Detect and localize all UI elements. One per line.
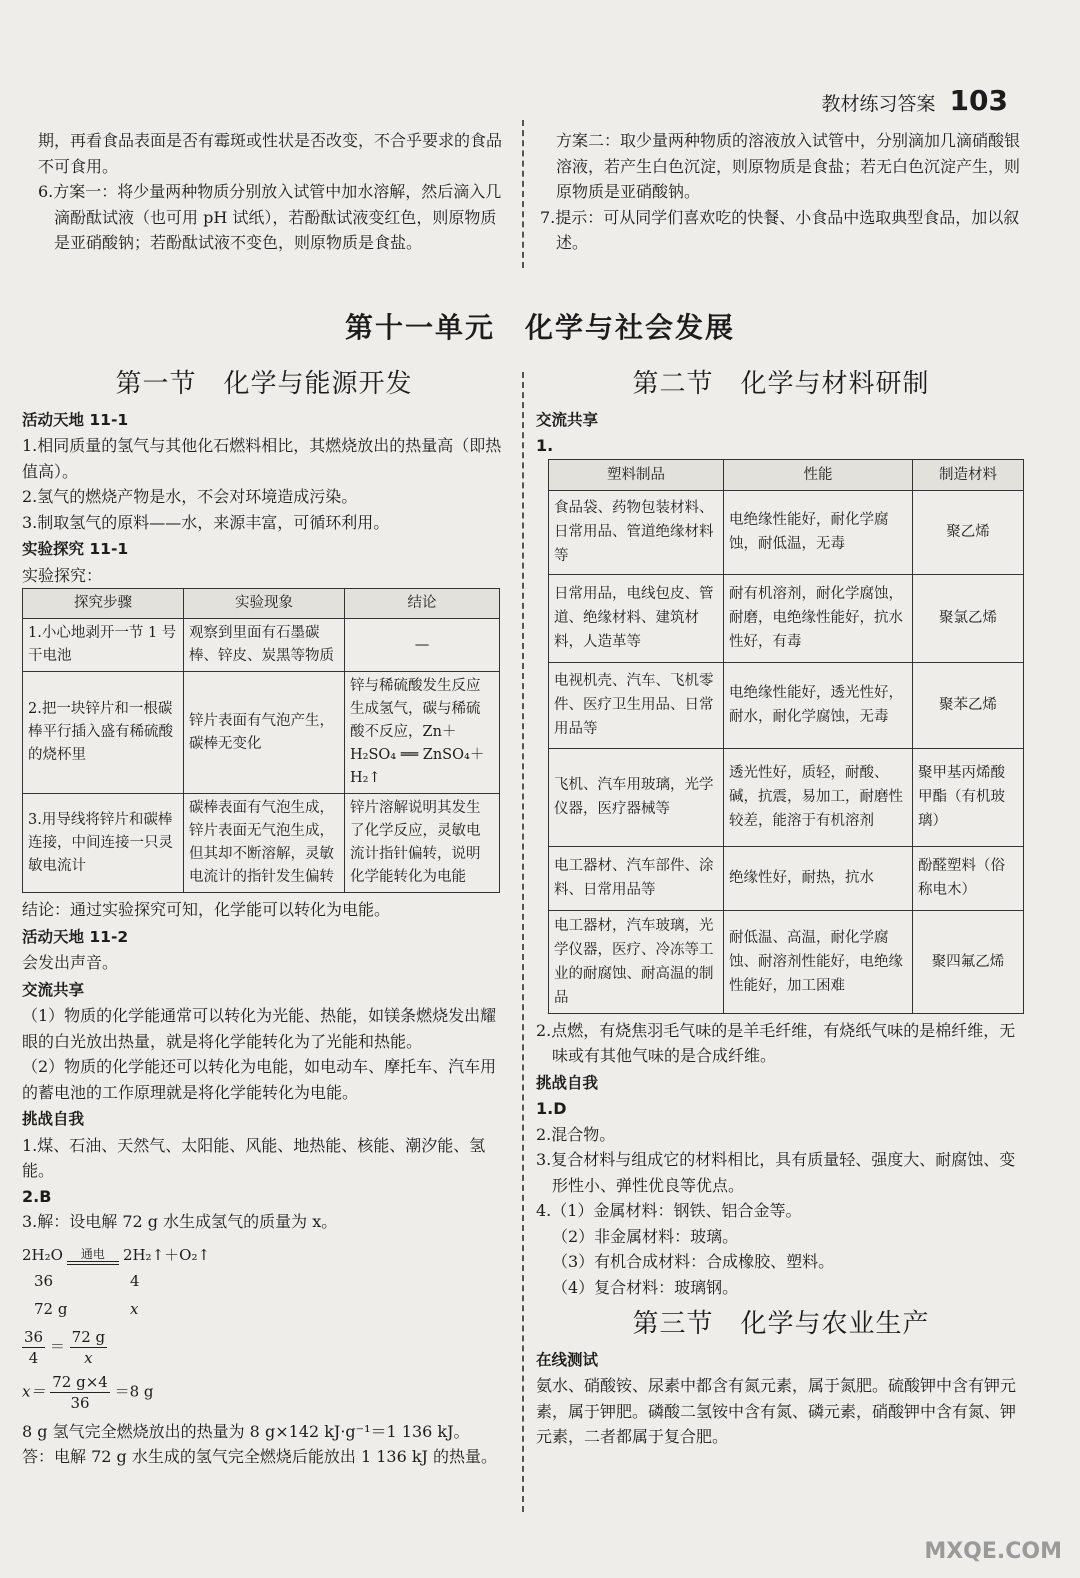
online-test-heading: 在线测试 xyxy=(536,1350,599,1369)
table-cell: 透光性好，质轻，耐酸、碱，抗震，易加工，耐磨性较差，能溶于有机溶剂 xyxy=(724,748,913,846)
table-header: 结论 xyxy=(345,589,500,619)
top-right-column xyxy=(540,128,1020,256)
denominator: 36 xyxy=(70,1393,90,1412)
challenge-heading: 挑战自我 xyxy=(22,1110,85,1128)
eq-products: 2H₂↑＋O₂↑ xyxy=(122,1246,211,1264)
activity-11-2-text: 会发出声音。 xyxy=(22,953,119,972)
share-item: （2）物质的化学能还可以转化为电能，如电动车、摩托车、汽车用的蓄电池的工作原理就是将化学能转化为电能。 xyxy=(22,1057,497,1102)
page-header xyxy=(822,84,1008,117)
section-2 xyxy=(536,366,1026,1450)
fraction xyxy=(50,1372,110,1413)
activity-11-2-heading: 活动天地 11-2 xyxy=(22,927,129,946)
table-cell: 聚苯乙烯 xyxy=(913,662,1024,748)
table-row xyxy=(23,794,500,893)
activity-11-1-item: 1.相同质量的氢气与其他化石燃料相比，其燃烧放出的热量高（即热值高）。 xyxy=(22,436,502,481)
denominator: x xyxy=(84,1348,93,1367)
table-row xyxy=(549,910,1024,1013)
eq-reactant: 2H₂O xyxy=(22,1246,63,1264)
table-cell: 食品袋、药物包装材料、日常用品、管道绝缘材料等 xyxy=(549,490,724,574)
table-cell: 飞机、汽车用玻璃，光学仪器，医疗器械等 xyxy=(549,748,724,846)
share-heading: 交流共享 xyxy=(536,410,599,429)
table-cell: 电视机壳、汽车、飞机零件、医疗卫生用品、日常用品等 xyxy=(549,662,724,748)
fraction xyxy=(22,1327,45,1368)
column-divider xyxy=(522,120,524,268)
share-item: （1）物质的化学能通常可以转化为光能、热能，如镁条燃烧发出耀眼的白光放出热量，就是将化学能转化为了光能和热能。 xyxy=(22,1006,497,1051)
challenge-item: （2）非金属材料：玻璃。 xyxy=(552,1226,739,1246)
numerator: 72 g xyxy=(71,1327,106,1346)
mass-value: 4 xyxy=(130,1272,140,1290)
denominator: 4 xyxy=(28,1348,39,1367)
challenge-item: （3）有机合成材料：合成橡胶、塑料。 xyxy=(552,1252,835,1271)
table-cell: 1.小心地剥开一节 1 号干电池 xyxy=(23,619,184,672)
table-row xyxy=(549,662,1024,748)
item-1: 1. xyxy=(536,436,554,455)
table-row xyxy=(549,574,1024,662)
table-header: 探究步骤 xyxy=(23,589,184,619)
table-cell: 耐低温、高温，耐化学腐蚀、耐溶剂性能好，电绝缘性能好，加工困难 xyxy=(724,910,913,1013)
table-row xyxy=(549,748,1024,846)
table-header: 制造材料 xyxy=(913,459,1024,490)
table-row xyxy=(549,846,1024,910)
fraction xyxy=(70,1327,107,1368)
section-2-title: 第二节 化学与材料研制 xyxy=(632,369,930,399)
online-test-answer: 氨水、硝酸铵、尿素中都含有氮元素，属于氮肥。硫酸钾中含有钾元素，属于钾肥。磷酸二氢铵中含有氮、磷元素，硝酸钾中含有氮、钾元素，二者都属于复合肥。 xyxy=(536,1376,1017,1446)
table-header-row xyxy=(23,589,500,619)
table-cell: 锌与稀硫酸发生反应生成氢气，碳与稀硫酸不反应，Zn＋H₂SO₄ ══ ZnSO₄＋H₂↑ xyxy=(345,672,500,794)
table-cell: 锌片表面有气泡产生，碳棒无变化 xyxy=(184,672,345,794)
final-answer: 答：电解 72 g 水生成的氢气完全燃烧后能放出 1 136 kJ 的热量。 xyxy=(22,1447,498,1466)
table-cell: 碳棒表面有气泡生成，锌片表面无气泡生成，但其却不断溶解，灵敏电流计的指针发生偏转 xyxy=(184,794,345,893)
solution-rhs: ＝8 g xyxy=(114,1382,154,1400)
mass-value: x xyxy=(130,1300,139,1318)
numerator: 72 g×4 xyxy=(52,1372,108,1391)
solution-lhs: x＝ xyxy=(22,1382,46,1400)
table-cell: 3.用导线将锌片和碳棒连接，中间连接一只灵敏电流计 xyxy=(23,794,184,893)
table-cell: — xyxy=(345,619,500,672)
experiment-subtitle: 实验探究： xyxy=(22,565,103,585)
conclusion: 结论：通过实验探究可知，化学能可以转化为电能。 xyxy=(22,900,391,919)
section-3-title: 第三节 化学与农业生产 xyxy=(632,1309,930,1339)
experiment-11-1-heading: 实验探究 11-1 xyxy=(22,540,129,558)
mass-row xyxy=(22,1269,506,1295)
item-2: 2.点燃，有烧焦羽毛气味的是羊毛纤维，有烧纸气味的是棉纤维，无味或有其他气味的是合成纤维。 xyxy=(536,1020,1016,1065)
header-title: 教材练习答案 xyxy=(821,93,936,115)
table-header-row xyxy=(549,459,1024,490)
challenge-item: 1.煤、石油、天然气、太阳能、风能、地热能、核能、潮汐能、氢能。 xyxy=(22,1135,486,1180)
answer-7: 7.提示：可从同学们喜欢吃的快餐、小食品中选取典型食品，加以叙述。 xyxy=(540,207,1020,252)
table-header: 塑料制品 xyxy=(549,459,724,490)
share-heading: 交流共享 xyxy=(22,980,85,999)
challenge-heading: 挑战自我 xyxy=(536,1073,599,1092)
table-cell: 电绝缘性能好，透光性好，耐水，耐化学腐蚀，无毒 xyxy=(724,662,913,748)
table-header: 性能 xyxy=(724,459,913,490)
challenge-item: 1.D xyxy=(536,1099,567,1118)
mass-row xyxy=(22,1295,506,1323)
page-number: 103 xyxy=(949,84,1008,117)
table-cell: 聚氯乙烯 xyxy=(913,574,1024,662)
plastics-table xyxy=(548,459,1024,1014)
equation xyxy=(22,1241,506,1269)
activity-11-1-heading: 活动天地 11-1 xyxy=(22,410,129,429)
section-1 xyxy=(22,366,506,1470)
watermark: MXQE.COM xyxy=(924,1539,1062,1564)
eq-arrow xyxy=(67,1248,119,1265)
table-cell: 酚醛塑料（俗称电木） xyxy=(913,846,1024,910)
challenge-item: 4.（1）金属材料：钢铁、铝合金等。 xyxy=(536,1201,802,1220)
table-cell: 2.把一块锌片和一根碳棒平行插入盛有稀硫酸的烧杯里 xyxy=(23,672,184,794)
table-row xyxy=(23,619,500,672)
table-cell: 聚甲基丙烯酸甲酯（有机玻璃） xyxy=(913,748,1024,846)
solution xyxy=(22,1372,506,1413)
experiment-table xyxy=(22,588,500,893)
numerator: 36 xyxy=(24,1327,44,1346)
table-cell: 聚四氟乙烯 xyxy=(913,910,1024,1013)
challenge-item: 2.混合物。 xyxy=(536,1124,616,1144)
table-cell: 耐有机溶剂，耐化学腐蚀，耐磨，电绝缘性能好，抗水性好，有毒 xyxy=(724,574,913,662)
table-row xyxy=(23,672,500,794)
challenge-item: 2.B xyxy=(22,1186,52,1206)
column-divider xyxy=(522,372,524,1512)
table-row xyxy=(549,490,1024,574)
plan-2: 方案二：取少量两种物质的溶液放入试管中，分别滴加几滴硝酸银溶液，若产生白色沉淀，则原物质是食盐；若无白色沉淀产生，则原物质是亚硝酸钠。 xyxy=(556,131,1021,201)
activity-11-1-item: 3.制取氢气的原料——水，来源丰富，可循环利用。 xyxy=(22,512,390,532)
mass-value: 72 g xyxy=(34,1300,68,1318)
heat-calculation: 8 g 氢气完全燃烧放出的热量为 8 g×142 kJ·g⁻¹＝1 136 kJ。 xyxy=(22,1421,470,1441)
table-cell: 电工器材，汽车玻璃，光学仪器，医疗、冷冻等工业的耐腐蚀、耐高温的制品 xyxy=(549,910,724,1013)
eq-condition: 通电 xyxy=(80,1246,105,1261)
top-left-column xyxy=(38,128,508,256)
table-header: 实验现象 xyxy=(184,589,345,619)
table-cell: 电工器材、汽车部件、涂料、日常用品等 xyxy=(549,846,724,910)
proportion: $\frac{36}{4}$ ＝ $\frac{72 g}{x}$ xyxy=(24,1327,106,1367)
challenge-item: 3.复合材料与组成它的材料相比，具有质量轻、强度大、耐腐蚀、变形性小、弹性优良等优点。 xyxy=(536,1150,1016,1195)
activity-11-1-item: 2.氢气的燃烧产物是水，不会对环境造成污染。 xyxy=(22,487,358,506)
table-cell: 绝缘性好，耐热，抗水 xyxy=(724,846,913,910)
mass-value: 36 xyxy=(34,1272,54,1290)
table-cell: 电绝缘性能好，耐化学腐蚀，耐低温，无毒 xyxy=(724,490,913,574)
continued-text: 期，再看食品表面是否有霉斑或性状是否改变，不合乎要求的食品不可食用。 xyxy=(38,131,503,176)
section-1-title: 第一节 化学与能源开发 xyxy=(115,369,413,399)
table-cell: 锌片溶解说明其发生了化学反应，灵敏电流计指针偏转，说明化学能转化为电能 xyxy=(345,794,500,893)
eq-sign xyxy=(67,1261,119,1265)
challenge-item: （4）复合材料：玻璃钢。 xyxy=(552,1277,739,1297)
table-cell: 日常用品，电线包皮、管道、绝缘材料、建筑材料，人造革等 xyxy=(549,574,724,662)
answer-6: 6.方案一：将少量两种物质分别放入试管中加水溶解，然后滴入几滴酚酞试液（也可用 pH 试纸），若酚酞试液变红色，则原物质是亚硝酸钠；若酚酞试液不变色，则原物质是食盐。 xyxy=(38,182,502,252)
challenge-item: 3.解：设电解 72 g 水生成氢气的质量为 x。 xyxy=(22,1212,338,1231)
table-cell: 聚乙烯 xyxy=(913,490,1024,574)
table-cell: 观察到里面有石墨碳棒、锌皮、炭黑等物质 xyxy=(184,619,345,672)
unit-title: 第十一单元 化学与社会发展 xyxy=(344,311,735,344)
